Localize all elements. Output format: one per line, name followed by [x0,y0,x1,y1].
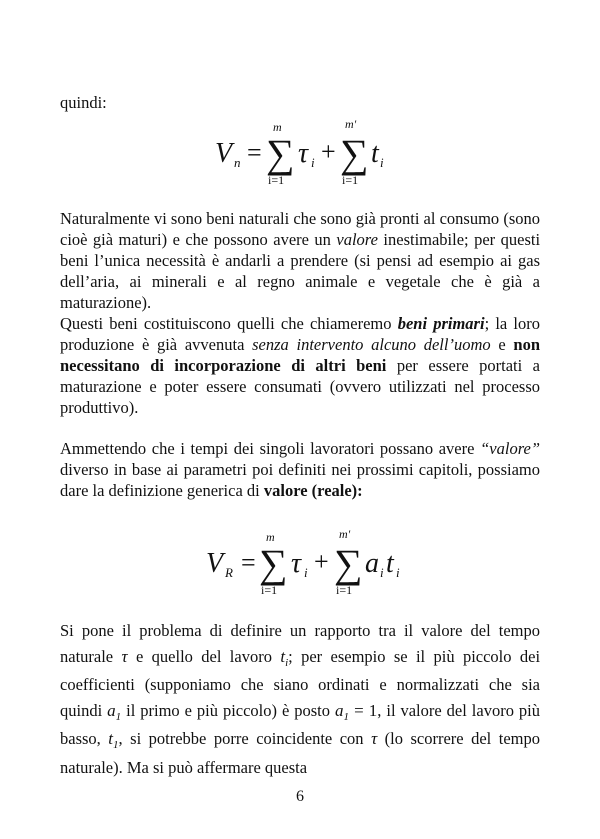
formula-vr-sum1-sigma: ∑ [259,541,288,586]
formula-vn-lhs: V [215,138,233,169]
inline-a-1: a [107,700,116,720]
formula-vn [60,118,540,188]
inline-t-1: t [108,729,114,748]
formula-vr-term1-sub: i [304,565,308,580]
paragraph-primary-goods: Questi beni costituiscono quelli che chiameremo beni primari; la loro produzione è già avvenuta senza intervento alcuno dell’uomo e non necessitano di incorporazione di altri beni per essere portati a maturazione e poter essere consumati (ovvero utilizzati nel processo produttivo). [60,314,541,417]
formula-vr-term2b: t [386,548,394,579]
formula-vn-sum1-upper: m [273,120,282,134]
formula-vn-equals: = [247,138,262,167]
formula-vr-term2a-sub: i [380,565,384,580]
page-number: 6 [296,788,304,805]
formula-vr-equals: = [241,548,256,577]
formula-vr-sum1-upper: m [266,530,275,544]
formula-vr-term2b-sub: i [396,565,400,580]
formula-vr-term1: τ [291,548,302,579]
term-beni-primari: beni primari [397,314,485,333]
term-valore-reale: valore (reale): [263,481,363,500]
intro-text: quindi: [60,93,107,112]
formula-vr-term2a: a [365,548,379,579]
formula-vr [60,528,540,598]
inline-t-i: t [280,646,286,666]
formula-vn-term2: t [371,138,379,169]
inline-a1-equals-1: a [335,700,344,720]
formula-vn-sum2-upper: m' [345,117,357,131]
formula-vn-sum2-sigma: ∑ [340,131,369,176]
paragraph-natural-goods: Naturalmente vi sono beni naturali che sono già pronti al consumo (sono cioè già maturi) e che possono avere un valore inestimabile; per questi beni l’unica necessità è andarli a prendere (si pensi ad esempio ai gas dell’aria, ai minerali e al regno animale e vegetale che è già a maturazione). [60,209,541,312]
emph-non-necessitano: non necessitano di incorporazione di altri beni [60,335,541,375]
inline-tau: τ [121,646,128,666]
inline-tau-2: τ [371,729,378,748]
formula-vr-sum2-upper: m' [339,527,351,541]
formula-vr-sum2-lower: i=1 [336,583,353,597]
formula-vr-sum2-sigma: ∑ [334,541,363,586]
formula-vn-term1: τ [298,138,309,169]
document-page [60,0,540,839]
paragraph-ratio-problem: Si pone il problema di definire un rapporto tra il valore del tempo naturale τ e quello del lavoro $t_i$; per esempio se il più piccolo dei coefficienti (supponiamo che siano ordinati e normalizzati che sia quindi $a_1$ il primo e più piccolo) è posto $a_1 = 1$, il valore del lavoro più basso, $t_1$, si potrebbe porre coincidente con τ (lo scorrere del tempo naturale). Ma si può affermare questa [60,621,541,777]
formula-vn-lhs-sub: n [234,155,241,170]
formula-vn-term2-sub: i [380,155,384,170]
formula-vr-sum1-lower: i=1 [261,583,278,597]
formula-vn-sum1-lower: i=1 [268,173,285,187]
formula-vr-lhs-sub: R [225,565,233,580]
formula-vn-sum2-lower: i=1 [342,173,359,187]
formula-vr-lhs: V [206,548,224,579]
paragraph-definition: Ammettendo che i tempi dei singoli lavoratori possano avere “valore” diverso in base ai parametri poi definiti nei prossimi capitoli, possiamo dare la definizione generica di valore (reale): [60,439,541,500]
formula-vn-sum1-sigma: ∑ [266,131,295,176]
formula-vr-plus: + [314,547,329,576]
emph-valore: valore [336,230,378,249]
formula-vn-plus: + [321,137,336,166]
formula-vn-term1-sub: i [311,155,315,170]
